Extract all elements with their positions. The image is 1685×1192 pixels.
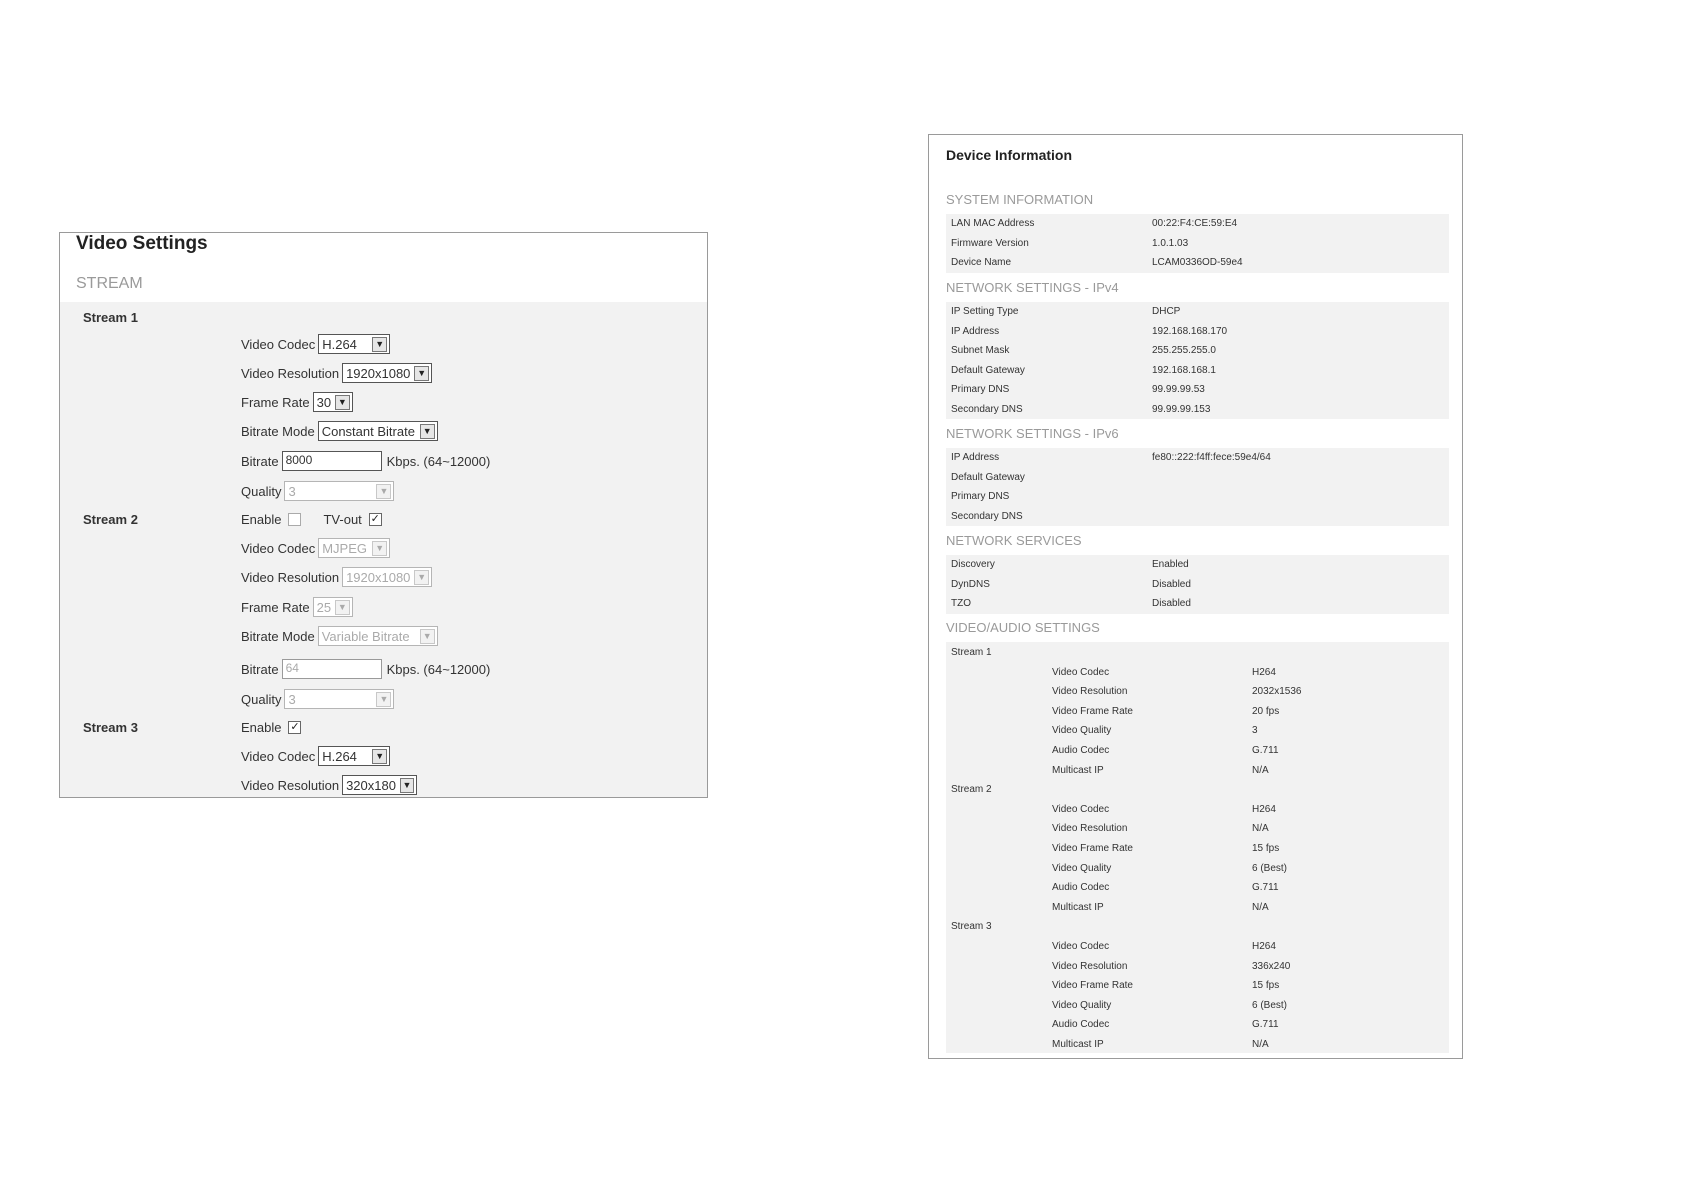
row-key: IP Address	[951, 452, 1000, 463]
row-key: IP Setting Type	[951, 306, 1019, 317]
table-row	[946, 507, 1449, 527]
chevron-down-icon: ▼	[400, 778, 414, 793]
row-key: Multicast IP	[1052, 901, 1104, 913]
stream-name: Stream 2	[951, 784, 992, 796]
system-information-heading: SYSTEM INFORMATION	[946, 192, 1094, 207]
row-value: H264	[1252, 940, 1276, 952]
stream2-video-codec-select[interactable]	[318, 538, 390, 558]
row-value: Disabled	[1152, 578, 1191, 590]
stream2-label: Stream 2	[83, 512, 138, 527]
stream3-video-codec-row	[60, 743, 707, 769]
table-row	[946, 681, 1449, 701]
row-value: G.711	[1252, 882, 1279, 894]
row-value: 20 fps	[1252, 705, 1280, 717]
video-codec-label: Video Codec	[241, 540, 316, 556]
chevron-down-icon: ▼	[372, 337, 387, 352]
stream2-bitrate-row	[60, 656, 707, 682]
table-row	[946, 253, 1449, 273]
row-value: 192.168.168.170	[1152, 325, 1228, 337]
tvout-label: TV-out	[323, 511, 362, 527]
stream2-enable-checkbox[interactable]	[288, 513, 301, 526]
quality-label: Quality	[241, 483, 282, 499]
row-value: 2032x1536	[1252, 686, 1302, 698]
stream1-resolution-row	[60, 360, 707, 386]
row-key: DynDNS	[951, 578, 990, 590]
stream2-video-codec-row	[60, 535, 707, 561]
select-value: Constant Bitrate	[321, 423, 415, 439]
row-value: 255.255.255.0	[1152, 345, 1216, 356]
row-value: 99.99.99.53	[1152, 384, 1205, 395]
row-value: fe80::222:f4ff:fece:59e4/64	[1152, 452, 1271, 463]
stream2-tvout-checkbox[interactable]: ✓	[370, 512, 380, 525]
row-key: Video Quality	[1052, 999, 1112, 1011]
row-key: Audio Codec	[1052, 882, 1110, 894]
table-row	[946, 760, 1449, 780]
chevron-down-icon: ▼	[335, 395, 350, 410]
row-value: Enabled	[1152, 559, 1189, 570]
row-value: 99.99.99.153	[1152, 403, 1211, 415]
frame-rate-label: Frame Rate	[241, 599, 310, 615]
row-key: TZO	[951, 598, 971, 609]
enable-label: Enable	[241, 511, 282, 527]
row-key: Primary DNS	[951, 491, 1010, 502]
select-value: 320x180	[346, 777, 396, 793]
select-value: H.264	[322, 748, 357, 764]
row-value: H264	[1252, 666, 1276, 678]
chevron-down-icon: ▼	[420, 629, 435, 644]
stream1-header-row	[60, 304, 707, 330]
row-key: Video Frame Rate	[1052, 980, 1133, 992]
row-value: 336x240	[1252, 960, 1291, 972]
select-value: 30	[316, 394, 332, 410]
stream2-frame-rate-row	[60, 594, 707, 620]
row-key: Video Frame Rate	[1052, 705, 1133, 717]
stream1-video-codec-select[interactable]	[318, 334, 390, 354]
chevron-down-icon: ▼	[372, 541, 387, 556]
stream2-quality-row	[60, 686, 707, 712]
row-key: Video Resolution	[1052, 960, 1128, 972]
chevron-down-icon: ▼	[335, 600, 350, 615]
bitrate-mode-label: Bitrate Mode	[241, 628, 315, 644]
chevron-down-icon: ▼	[414, 570, 429, 585]
video-audio-heading: VIDEO/AUDIO SETTINGS	[946, 620, 1100, 635]
row-key: Secondary DNS	[951, 403, 1023, 415]
table-row	[946, 361, 1449, 381]
bitrate-range-hint: Kbps. (64~12000)	[386, 661, 491, 677]
table-row	[946, 1034, 1449, 1054]
stream1-bitrate-row	[60, 448, 707, 474]
table-row	[946, 936, 1449, 956]
row-value: 15 fps	[1252, 980, 1280, 992]
video-codec-label: Video Codec	[241, 748, 316, 764]
bitrate-range-hint: Kbps. (64~12000)	[386, 453, 491, 469]
row-value: 3	[1252, 725, 1258, 737]
table-row	[946, 877, 1449, 897]
table-row	[946, 740, 1449, 760]
chevron-down-icon: ▼	[376, 692, 391, 707]
table-row	[946, 302, 1449, 322]
table-row	[946, 448, 1449, 468]
row-key: Default Gateway	[951, 471, 1025, 483]
table-row	[946, 838, 1449, 858]
row-key: Secondary DNS	[951, 510, 1023, 522]
row-key: Video Codec	[1052, 803, 1110, 815]
video-settings-title: Video Settings	[76, 233, 208, 254]
table-row	[946, 575, 1449, 595]
table-row	[946, 1014, 1449, 1034]
device-information-title: Device Information	[946, 147, 1073, 163]
stream1-label: Stream 1	[83, 310, 138, 325]
row-key: LAN MAC Address	[951, 218, 1035, 229]
stream2-resolution-row	[60, 564, 707, 590]
stream-name: Stream 1	[951, 647, 992, 658]
network-ipv6-table	[946, 448, 1449, 526]
frame-rate-label: Frame Rate	[241, 394, 310, 410]
chevron-down-icon: ▼	[372, 749, 387, 764]
stream2-enable-row	[60, 506, 707, 532]
select-value: 3	[288, 691, 296, 707]
table-row	[946, 322, 1449, 342]
system-information-table	[946, 214, 1449, 273]
stream-header-row	[946, 916, 1449, 936]
video-settings-panel	[59, 232, 708, 798]
video-audio-table	[946, 642, 1449, 1053]
network-ipv6-heading: NETWORK SETTINGS - IPv6	[946, 426, 1119, 441]
row-key: Video Frame Rate	[1052, 842, 1133, 854]
row-key: Audio Codec	[1052, 1019, 1110, 1031]
network-services-heading: NETWORK SERVICES	[946, 533, 1082, 548]
video-codec-label: Video Codec	[241, 336, 316, 352]
stream1-resolution-select[interactable]	[342, 363, 432, 383]
stream1-bitrate-mode-row	[60, 418, 707, 444]
quality-label: Quality	[241, 691, 282, 707]
row-value: G.711	[1252, 744, 1279, 756]
select-value: 1920x1080	[346, 365, 411, 381]
table-row	[946, 234, 1449, 254]
stream3-enable-row	[60, 714, 707, 740]
row-value: Disabled	[1152, 598, 1191, 609]
row-key: Subnet Mask	[951, 345, 1010, 356]
row-key: Primary DNS	[951, 384, 1010, 395]
row-value: 6 (Best)	[1252, 999, 1288, 1011]
stream1-quality-row	[60, 478, 707, 504]
table-row	[946, 897, 1449, 917]
stream2-quality-select[interactable]	[284, 689, 394, 709]
table-row	[946, 818, 1449, 838]
stream3-enable-checkbox[interactable]: ✓	[290, 720, 300, 733]
select-value: Variable Bitrate	[321, 628, 410, 644]
row-key: IP Address	[951, 325, 1000, 337]
stream2-bitrate-mode-select[interactable]	[318, 626, 438, 646]
select-value: 1920x1080	[346, 569, 411, 585]
row-value: 1.0.1.03	[1152, 237, 1189, 249]
stream2-bitrate-mode-row	[60, 623, 707, 649]
table-row	[946, 995, 1449, 1015]
stream1-frame-rate-row	[60, 389, 707, 415]
enable-label: Enable	[241, 719, 282, 735]
bitrate-label: Bitrate	[241, 453, 279, 469]
table-row	[946, 468, 1449, 488]
select-value: 25	[316, 599, 332, 615]
stream-header-row	[946, 642, 1449, 662]
stream1-frame-rate-select[interactable]	[313, 392, 353, 412]
row-key: Video Codec	[1052, 940, 1110, 952]
row-key: Video Resolution	[1052, 686, 1128, 698]
stream2-frame-rate-select[interactable]	[313, 597, 353, 617]
network-ipv4-table	[946, 302, 1449, 419]
video-resolution-label: Video Resolution	[241, 569, 340, 585]
select-value: MJPEG	[322, 540, 368, 556]
stream1-bitrate-input[interactable]: 8000	[282, 451, 382, 471]
stream2-resolution-select[interactable]	[342, 567, 432, 587]
bitrate-mode-label: Bitrate Mode	[241, 423, 315, 439]
row-key: Video Quality	[1052, 725, 1112, 737]
row-value: N/A	[1252, 764, 1269, 776]
table-row	[946, 555, 1449, 575]
chevron-down-icon: ▼	[376, 484, 391, 499]
stream3-label: Stream 3	[83, 720, 138, 735]
table-row	[946, 975, 1449, 995]
table-row	[946, 720, 1449, 740]
table-row	[946, 956, 1449, 976]
row-key: Device Name	[951, 257, 1012, 268]
row-value: 00:22:F4:CE:59:E4	[1152, 218, 1238, 229]
row-value: LCAM0336OD-59e4	[1152, 257, 1243, 268]
row-value: DHCP	[1152, 306, 1181, 317]
row-key: Video Resolution	[1052, 823, 1128, 835]
row-value: 192.168.168.1	[1152, 364, 1216, 376]
row-value: N/A	[1252, 823, 1269, 835]
row-key: Multicast IP	[1052, 1038, 1104, 1050]
stream1-video-codec-row	[60, 331, 707, 357]
stream-settings-body	[60, 302, 707, 798]
stream-name: Stream 3	[951, 921, 992, 933]
table-row	[946, 214, 1449, 234]
network-ipv4-heading: NETWORK SETTINGS - IPv4	[946, 280, 1119, 295]
row-key: Video Quality	[1052, 862, 1112, 874]
table-row	[946, 701, 1449, 721]
row-value: 15 fps	[1252, 842, 1280, 854]
row-key: Discovery	[951, 559, 995, 570]
network-services-table	[946, 555, 1449, 614]
stream1-bitrate-mode-select[interactable]	[318, 421, 438, 441]
table-row	[946, 799, 1449, 819]
select-value: 3	[288, 483, 296, 499]
table-row	[946, 662, 1449, 682]
stream3-video-codec-select[interactable]	[318, 746, 390, 766]
chevron-down-icon: ▼	[420, 424, 435, 439]
device-information-panel	[928, 134, 1463, 1059]
row-value: H264	[1252, 803, 1276, 815]
row-key: Default Gateway	[951, 364, 1025, 376]
table-row	[946, 858, 1449, 878]
stream2-bitrate-input[interactable]: 64	[282, 659, 382, 679]
stream3-resolution-select[interactable]	[342, 775, 417, 795]
select-value: H.264	[322, 336, 357, 352]
row-value: G.711	[1252, 1019, 1279, 1031]
table-row	[946, 341, 1449, 361]
bitrate-label: Bitrate	[241, 661, 279, 677]
chevron-down-icon: ▼	[414, 366, 429, 381]
stream3-resolution-row	[60, 772, 707, 798]
video-resolution-label: Video Resolution	[241, 777, 340, 793]
stream1-quality-select[interactable]	[284, 481, 394, 501]
table-row	[946, 380, 1449, 400]
row-key: Multicast IP	[1052, 764, 1104, 776]
table-row	[946, 594, 1449, 614]
table-row	[946, 400, 1449, 420]
stream-header-row	[946, 779, 1449, 799]
row-key: Audio Codec	[1052, 744, 1110, 756]
row-key: Video Codec	[1052, 666, 1110, 678]
row-key: Firmware Version	[951, 237, 1029, 249]
row-value: 6 (Best)	[1252, 862, 1288, 874]
table-row	[946, 487, 1449, 507]
stream-section-heading: STREAM	[76, 275, 143, 292]
row-value: N/A	[1252, 901, 1269, 913]
row-value: N/A	[1252, 1038, 1269, 1050]
video-resolution-label: Video Resolution	[241, 365, 340, 381]
